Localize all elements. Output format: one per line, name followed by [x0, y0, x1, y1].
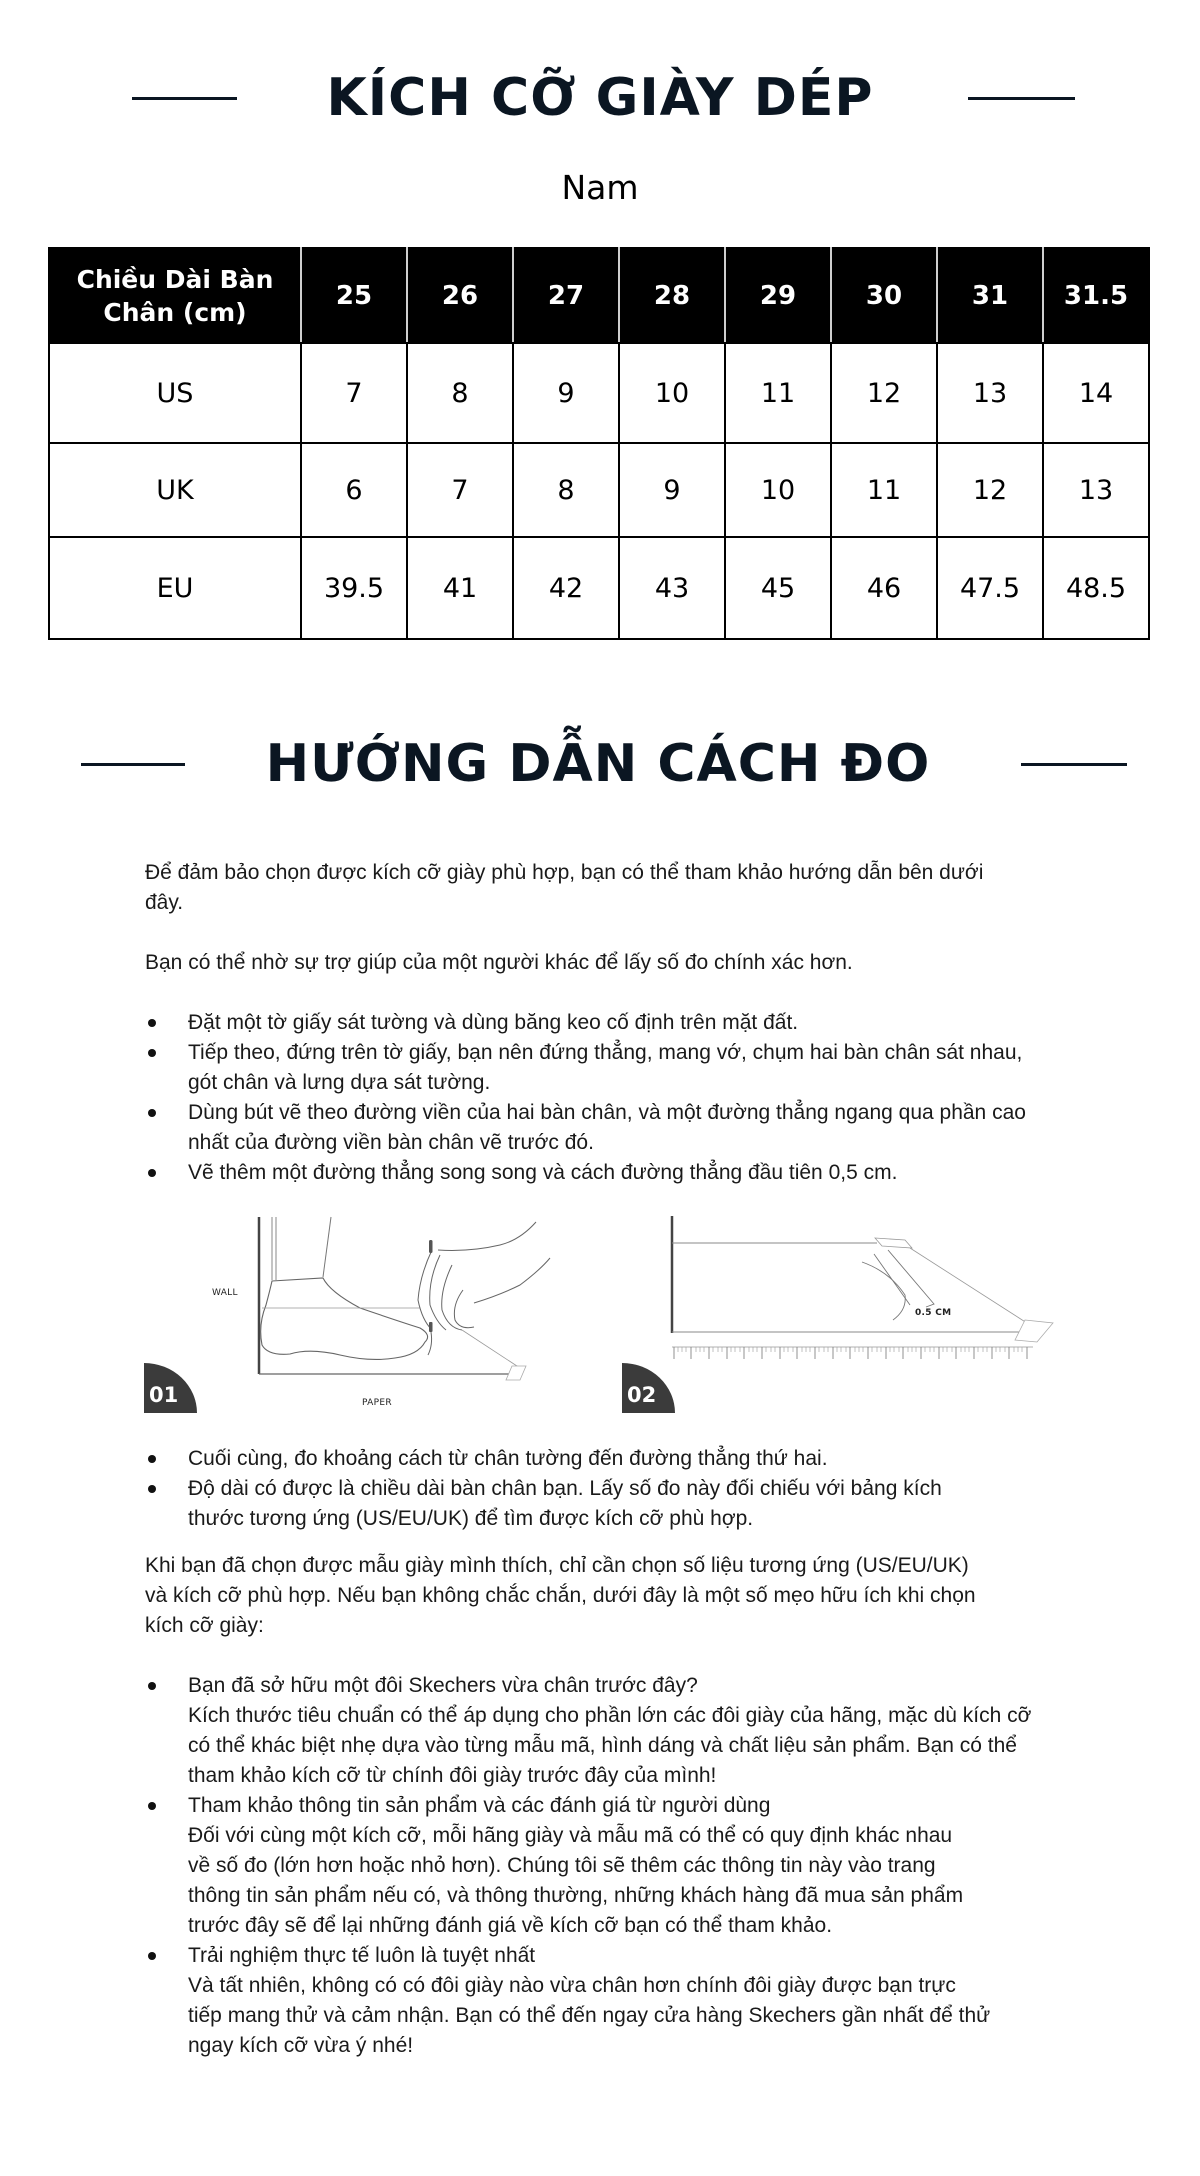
- table-cell: 45: [725, 537, 831, 639]
- table-cell: 41: [407, 537, 513, 639]
- header-cm: 29: [725, 248, 831, 343]
- bullet-icon: [148, 1455, 156, 1463]
- list-item: Đặt một tờ giấy sát tường và dùng băng keo cố định trên mặt đất.: [145, 1008, 1045, 1038]
- helper-note: Bạn có thể nhờ sự trợ giúp của một người khác để lấy số đo chính xác hơn.: [145, 951, 853, 974]
- measuring-lines-illustration: [660, 1210, 1080, 1370]
- guide-intro-block: [145, 858, 1025, 1188]
- table-cell: 48.5: [1043, 537, 1149, 639]
- guide-after-block: [145, 1444, 1045, 2061]
- offset-label: 0.5 CM: [915, 1308, 952, 1318]
- illustration-step-1: [140, 1210, 560, 1420]
- table-cell: 47.5: [937, 537, 1043, 639]
- table-cell: 12: [831, 343, 937, 443]
- table-row-us: [49, 343, 1149, 443]
- header-cm: 28: [619, 248, 725, 343]
- table-cell: 8: [407, 343, 513, 443]
- tip-body: Đối với cùng một kích cỡ, mỗi hãng giày và mẫu mã có thể có quy định khác nhau về số đo (lớn hơn hoặc nhỏ hơn). Chúng tôi sẽ thêm các thông tin này vào trang thông tin sản phẩm nếu có, và thông thường, những khách hàng đã mua sản phẩm trước đây sẽ để lại những đánh giá về kích cỡ bạn có thể tham khảo.: [188, 1824, 964, 1937]
- steps-after-list: [145, 1444, 1045, 1534]
- header-foot-length: [49, 248, 301, 343]
- title-dash-right: [968, 97, 1075, 100]
- row-label: US: [49, 343, 301, 443]
- table-cell: 13: [1043, 443, 1149, 537]
- tips-list: [145, 1671, 1045, 2061]
- header-label-line2: Chân (cm): [103, 297, 247, 327]
- table-cell: 39.5: [301, 537, 407, 639]
- row-label: EU: [49, 537, 301, 639]
- table-row-uk: [49, 443, 1149, 537]
- gender-subtitle: Nam: [561, 168, 639, 207]
- header-label-line1: Chiều Dài Bàn: [76, 264, 274, 294]
- header-cm: 31: [937, 248, 1043, 343]
- tip-title: Bạn đã sở hữu một đôi Skechers vừa chân trước đây?: [188, 1674, 698, 1697]
- table-cell: 11: [725, 343, 831, 443]
- tip-item: [145, 1791, 1045, 1941]
- guide-title: HƯỚNG DẪN CÁCH ĐO: [265, 734, 931, 794]
- header-cm: 25: [301, 248, 407, 343]
- table-cell: 8: [513, 443, 619, 537]
- tip-title: Tham khảo thông tin sản phẩm và các đánh giá từ người dùng: [188, 1794, 771, 1817]
- size-chart-title: KÍCH CỠ GIÀY DÉP: [326, 68, 874, 128]
- wall-label: WALL: [212, 1288, 238, 1298]
- table-cell: 42: [513, 537, 619, 639]
- paper-label: PAPER: [362, 1398, 392, 1408]
- step-badge-02: 02: [622, 1363, 675, 1413]
- table-cell: 9: [513, 343, 619, 443]
- tips-intro: Khi bạn đã chọn được mẫu giày mình thích, chỉ cần chọn số liệu tương ứng (US/EU/UK) và kích cỡ phù hợp. Nếu bạn không chắc chắn, dưới đây là một số mẹo hữu ích khi chọn kích cỡ giày:: [145, 1554, 976, 1637]
- intro-paragraph: Để đảm bảo chọn được kích cỡ giày phù hợp, bạn có thể tham khảo hướng dẫn bên dưới đây.: [145, 861, 984, 914]
- tip-title: Trải nghiệm thực tế luôn là tuyệt nhất: [188, 1944, 536, 1967]
- table-cell: 10: [619, 343, 725, 443]
- table-cell: 7: [407, 443, 513, 537]
- row-label: UK: [49, 443, 301, 537]
- bullet-icon: [148, 1952, 156, 1960]
- header-cm: 30: [831, 248, 937, 343]
- table-row-eu: [49, 537, 1149, 639]
- step-badge-01: 01: [144, 1363, 197, 1413]
- table-cell: 10: [725, 443, 831, 537]
- steps-before-list: [145, 1008, 1045, 1188]
- list-item: Độ dài có được là chiều dài bàn chân bạn. Lấy số đo này đối chiếu với bảng kích thước tương ứng (US/EU/UK) để tìm được kích cỡ phù hợp.: [145, 1474, 1045, 1534]
- bullet-icon: [148, 1049, 156, 1057]
- illustration-step-2: [660, 1210, 1080, 1370]
- table-cell: 6: [301, 443, 407, 537]
- table-header-row: [49, 248, 1149, 343]
- list-item: Tiếp theo, đứng trên tờ giấy, bạn nên đứng thẳng, mang vớ, chụm hai bàn chân sát nhau, gót chân và lưng dựa sát tường.: [145, 1038, 1045, 1098]
- table-cell: 9: [619, 443, 725, 537]
- table-cell: 14: [1043, 343, 1149, 443]
- foot-tracing-illustration: [140, 1210, 560, 1420]
- tip-body: Kích thước tiêu chuẩn có thể áp dụng cho phần lớn các đôi giày của hãng, mặc dù kích cỡ có thể khác biệt nhẹ dựa vào từng mẫu mã, hình dáng và chất liệu sản phẩm. Bạn có thể tham khảo kích cỡ từ chính đôi giày trước đây của mình!: [188, 1704, 1032, 1787]
- bullet-icon: [148, 1019, 156, 1027]
- bullet-icon: [148, 1802, 156, 1810]
- bullet-icon: [148, 1169, 156, 1177]
- table-cell: 43: [619, 537, 725, 639]
- bullet-icon: [148, 1485, 156, 1493]
- tip-item: [145, 1671, 1045, 1791]
- table-cell: 11: [831, 443, 937, 537]
- title-dash-right: [1021, 763, 1127, 766]
- header-cm: 27: [513, 248, 619, 343]
- header-cm: 26: [407, 248, 513, 343]
- tip-item: [145, 1941, 1045, 2061]
- bullet-icon: [148, 1682, 156, 1690]
- tip-body: Và tất nhiên, không có có đôi giày nào vừa chân hơn chính đôi giày được bạn trực tiếp mang thử và cảm nhận. Bạn có thể đến ngay cửa hàng Skechers gần nhất để thử ngay kích cỡ vừa ý nhé!: [188, 1974, 991, 2057]
- list-item: Cuối cùng, đo khoảng cách từ chân tường đến đường thẳng thứ hai.: [145, 1444, 1045, 1474]
- header-cm: 31.5: [1043, 248, 1149, 343]
- bullet-icon: [148, 1109, 156, 1117]
- table-cell: 13: [937, 343, 1043, 443]
- table-cell: 46: [831, 537, 937, 639]
- table-cell: 12: [937, 443, 1043, 537]
- list-item: Vẽ thêm một đường thẳng song song và cách đường thẳng đầu tiên 0,5 cm.: [145, 1158, 1045, 1188]
- size-table: [48, 247, 1150, 640]
- list-item: Dùng bút vẽ theo đường viền của hai bàn chân, và một đường thẳng ngang qua phần cao nhất của đường viền bàn chân vẽ trước đó.: [145, 1098, 1045, 1158]
- table-cell: 7: [301, 343, 407, 443]
